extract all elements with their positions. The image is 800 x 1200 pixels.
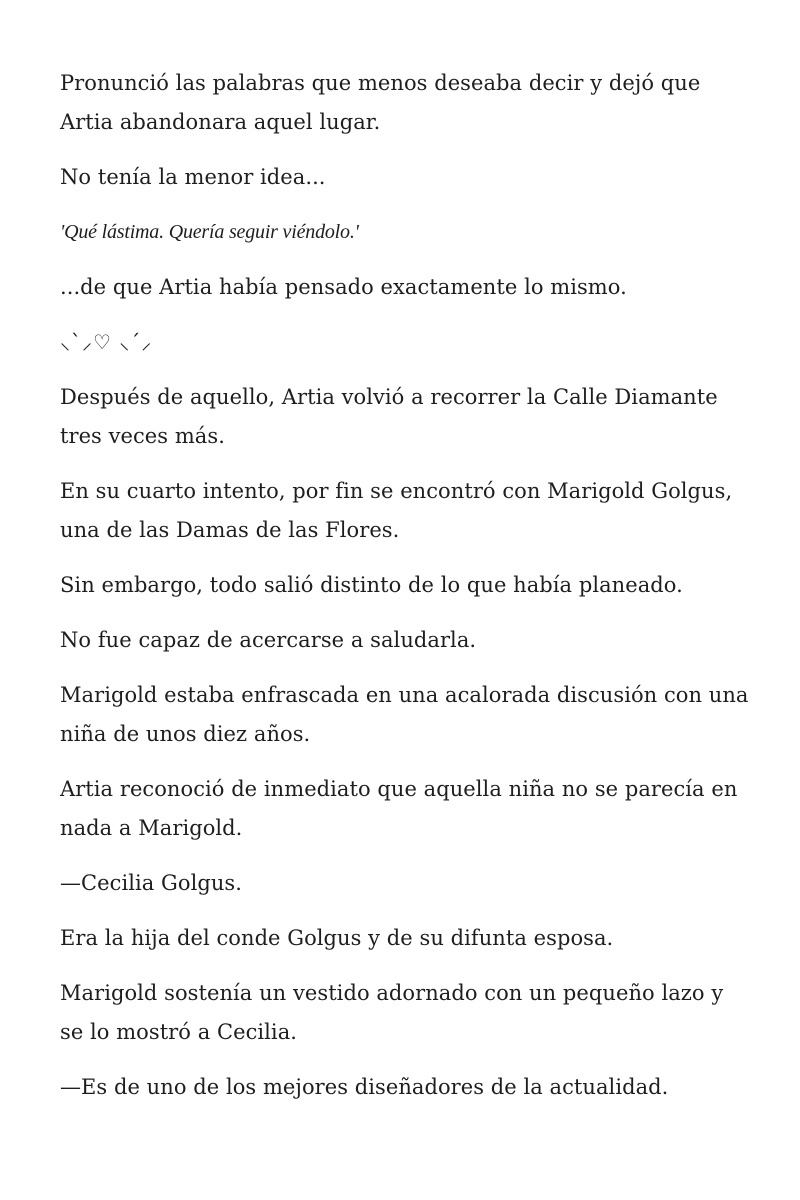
paragraph: En su cuarto intento, por fin se encontró con Marigold Golgus, una de las Damas de las Flores. [60,479,733,542]
scene-divider: ⸜`⸝♡ ⸜´⸝ [60,330,153,354]
dialogue-line: —Es de uno de los mejores diseñadores de la actualidad. [60,1075,669,1099]
paragraph: Marigold estaba enfrascada en una acalorada discusión con una niña de unos diez años. [60,683,749,746]
paragraph: No tenía la menor idea... [60,165,326,189]
inner-thought: 'Qué lástima. Quería seguir viéndolo.' [60,221,359,243]
dialogue-line: —Cecilia Golgus. [60,871,242,895]
paragraph: Sin embargo, todo salió distinto de lo que había planeado. [60,573,683,597]
paragraph: Artia reconoció de inmediato que aquella niña no se parecía en nada a Marigold. [60,777,738,840]
paragraph: ...de que Artia había pensado exactamente lo mismo. [60,275,627,299]
paragraph: Marigold sostenía un vestido adornado con un pequeño lazo y se lo mostró a Cecilia. [60,981,724,1044]
paragraph: Era la hija del conde Golgus y de su difunta esposa. [60,926,614,950]
paragraph: No fue capaz de acercarse a saludarla. [60,628,477,652]
paragraph: Pronunció las palabras que menos deseaba decir y dejó que Artia abandonara aquel lugar. [60,71,701,134]
reading-page [60,64,750,1123]
paragraph: Después de aquello, Artia volvió a recorrer la Calle Diamante tres veces más. [60,385,718,448]
